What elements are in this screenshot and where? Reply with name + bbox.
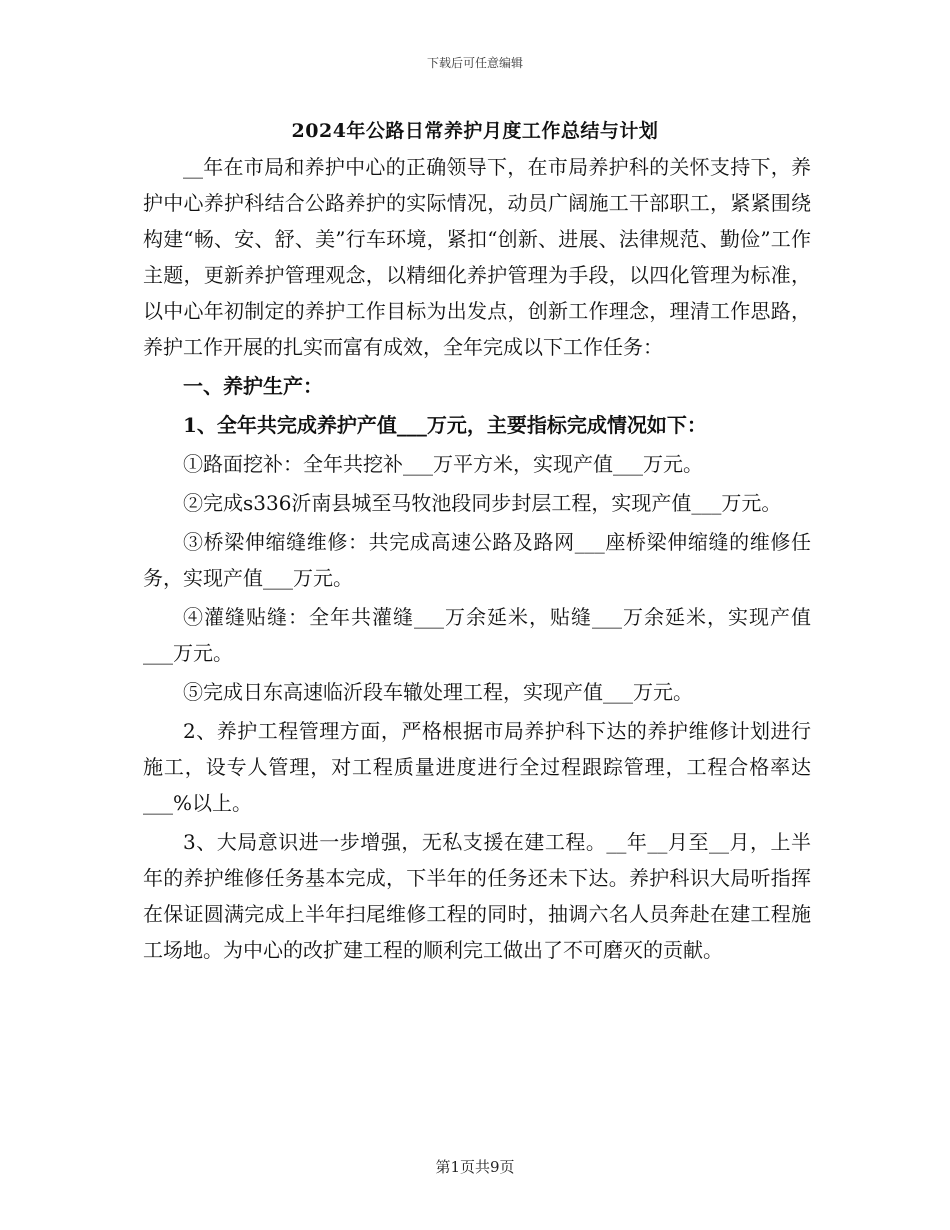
- item-3-support-construction: 3、大局意识进一步增强，无私支援在建工程。__年__月至__月，上半年的养护维修任务基本完成，下半年的任务还未下达。养护科识大局听指挥在保证圆满完成上半年扫尾维修工程的同时，抽调六名人员奔赴在建工程施工场地。为中心的改扩建工程的顺利完工做出了不可磨灭的贡献。: [143, 830, 811, 962]
- intro-paragraph: __年在市局和养护中心的正确领导下，在市局养护科的关怀支持下，养护中心养护科结合公路养护的实际情况，动员广阔施工干部职工，紧紧围绕构建“畅、安、舒、美”行车环境，紧扣“创新、进展、法律规范、勤俭”工作主题，更新养护管理观念，以精细化养护管理为手段，以四化管理为标准，以中心年初制定的养护工作目标为出发点，创新工作理念，理清工作思路，养护工作开展的扎实而富有成效，全年完成以下工作任务：: [143, 155, 811, 359]
- section-heading-maintenance-production: 一、养护生产：: [183, 374, 323, 398]
- item-2-project-management: 2、养护工程管理方面，严格根据市局养护科下达的养护维修计划进行施工，设专人管理，对工程质量进度进行全过程跟踪管理，工程合格率达___%以上。: [143, 719, 811, 815]
- item-rutting-treatment: ⑤完成日东高速临沂段车辙处理工程，实现产值___万元。: [183, 680, 693, 704]
- item-bridge-expansion-joint: ③桥梁伸缩缝维修：共完成高速公路及路网___座桥梁伸缩缝的维修任务，实现产值___万元。: [143, 530, 811, 590]
- item-crack-sealing: ④灌缝贴缝：全年共灌缝___万余延米，贴缝___万余延米，实现产值___万元。: [143, 605, 811, 665]
- page-header-note: 下载后可任意编辑: [426, 56, 523, 70]
- document-body: [143, 149, 811, 968]
- document-title: 2024年公路日常养护月度工作总结与计划: [291, 120, 659, 142]
- item-1-output-summary: 1、全年共完成养护产值___万元，主要指标完成情况如下：: [183, 413, 707, 437]
- item-road-patching: ①路面挖补：全年共挖补___万平方米，实现产值___万元。: [183, 452, 703, 476]
- item-s336-seal-layer: ②完成s336沂南县城至马牧池段同步封层工程，实现产值___万元。: [183, 491, 782, 515]
- page-number: 第1页共9页: [435, 1158, 515, 1176]
